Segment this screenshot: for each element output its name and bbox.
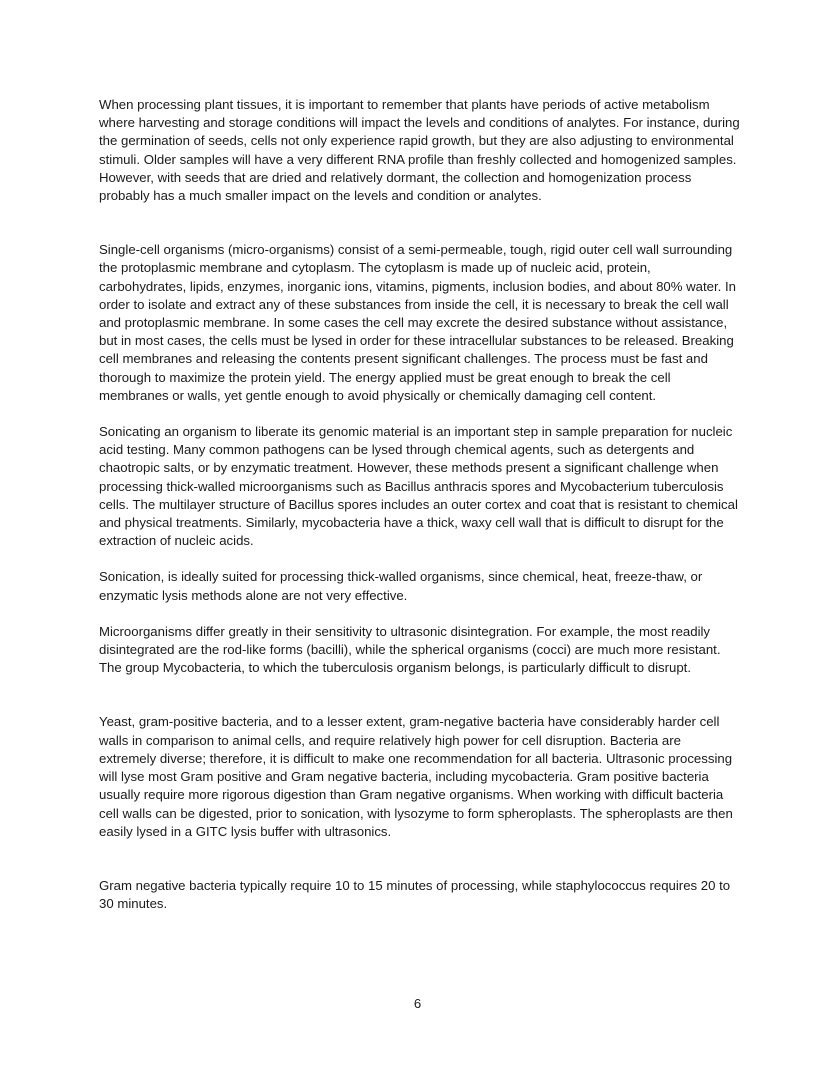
paragraph-sonication-suited: Sonication, is ideally suited for processing thick-walled organisms, since chemical, heat, freeze-thaw, or enzymatic lysis methods alone are not very effective. [99,569,703,603]
paragraph-yeast-bacteria: Yeast, gram-positive bacteria, and to a lesser extent, gram-negative bacteria have considerably harder cell walls in comparison to animal cells, and require relatively high power for cell disruption. Bacteria are extremely diverse; therefore, it is difficult to make one recommendation for all bacteria. Ultrasonic processing will lyse most Gram positive and Gram negative bacteria, including mycobacteria. Gram positive bacteria usually require more rigorous digestion than Gram negative organisms. When working with difficult bacteria cell walls can be digested, prior to sonication, with lysozyme to form spheroplasts. The spheroplasts are then easily lysed in a GITC lysis buffer with ultrasonics. [99,714,733,839]
paragraph-sonicating-organisms: Sonicating an organism to liberate its genomic material is an important step in sample preparation for nucleic acid testing. Many common pathogens can be lysed through chemical agents, such as detergents and chaotropic salts, or by enzymatic treatment. However, these methods present a significant challenge when processing thick-walled microorganisms such as Bacillus anthracis spores and Mycobacterium tuberculosis cells. The multilayer structure of Bacillus spores includes an outer cortex and coat that is resistant to chemical and physical treatments. Similarly, mycobacteria have a thick, waxy cell wall that is difficult to disrupt for the extraction of nucleic acids. [99,424,738,549]
paragraph-gram-negative-timing: Gram negative bacteria typically require 10 to 15 minutes of processing, while staphylococcus requires 20 to 30 minutes. [99,877,731,912]
paragraph-microorganism-sensitivity: Microorganisms differ greatly in their sensitivity to ultrasonic disintegration. For example, the most readily disintegrated are the rod-like forms (bacilli), while the spherical organisms (cocci) are much more resistant. The group Mycobacteria, to which the tuberculosis organism belongs, is particularly difficult to disrupt. [99,623,721,676]
page-number: 6 [413,996,422,1011]
paragraph-plant-tissues: When processing plant tissues, it is important to remember that plants have periods of active metabolism where harvesting and storage conditions will impact the levels and conditions of analytes. For instance, during the germination of seeds, cells not only experience rapid growth, but they are also adjusting to environmental stimuli. Older samples will have a very different RNA profile than freshly collected and homogenized samples. However, with seeds that are dried and relatively dormant, the collection and homogenization process probably has a much smaller impact on the levels and condition or analytes. [99,97,740,204]
paragraph-single-cell-organisms: Single-cell organisms (micro-organisms) consist of a semi-permeable, tough, rigid outer cell wall surrounding the protoplasmic membrane and cytoplasm. The cytoplasm is made up of nucleic acid, protein, carbohydrates, lipids, enzymes, inorganic ions, vitamins, pigments, inclusion bodies, and about 80% water. In order to isolate and extract any of these substances from inside the cell, it is necessary to break the cell wall and protoplasmic membrane. In some cases the cell may excrete the desired substance without assistance, but in most cases, the cells must be lysed in order for these intracellular substances to be released. Breaking cell membranes and releasing the contents present significant challenges. The process must be fast and thorough to maximize the protein yield. The energy applied must be great enough to break the cell membranes or walls, yet gentle enough to avoid physically or chemically damaging cell content. [99,242,737,403]
body-text [99,96,741,913]
